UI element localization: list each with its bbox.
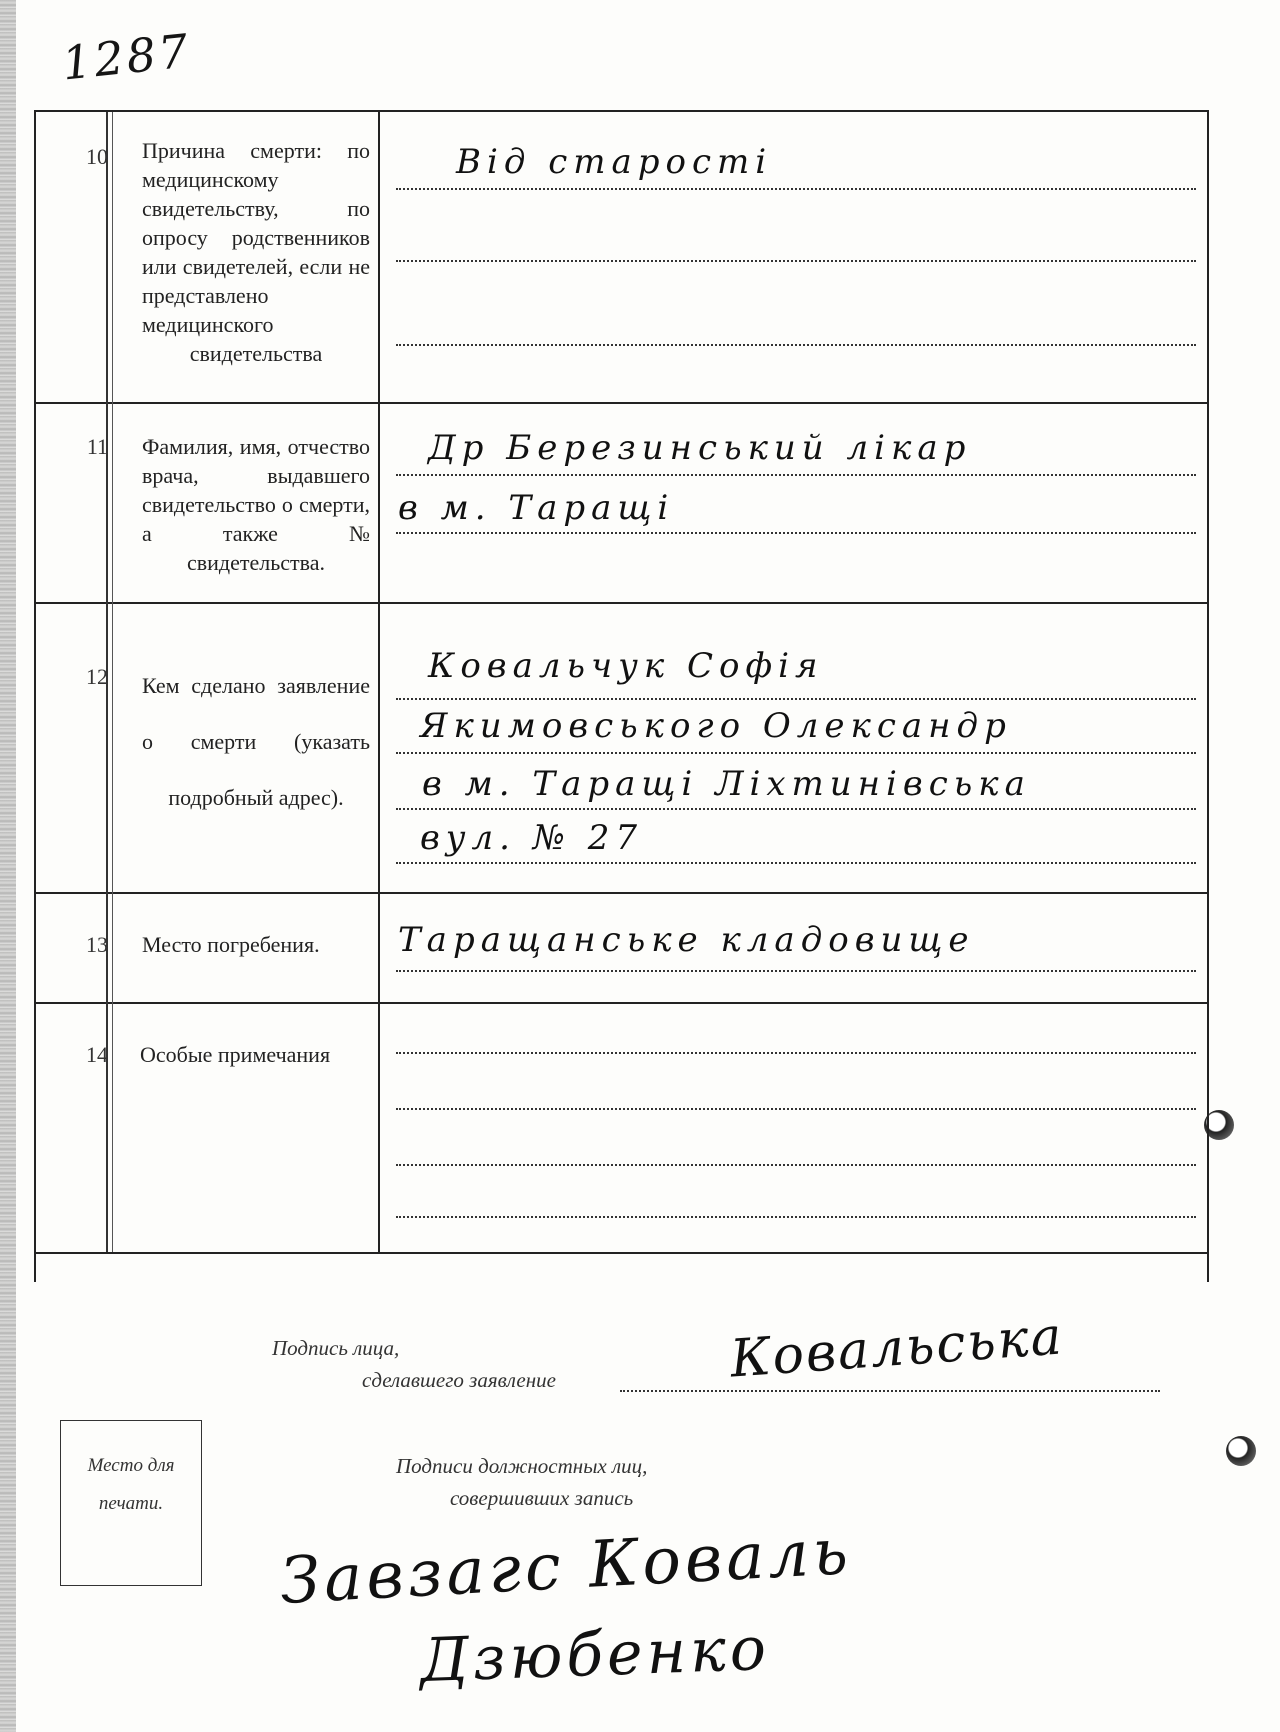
form-row-doctor [36, 402, 1207, 604]
column-divider [112, 1002, 113, 1252]
stamp-place-box [60, 1420, 202, 1586]
column-divider [378, 602, 380, 892]
applicant-signature-caption: сделавшего заявление [362, 1368, 556, 1392]
handwritten-entry: Др Березинський лікар [428, 428, 972, 468]
dotted-line [396, 862, 1196, 864]
form-row-applicant [36, 602, 1207, 894]
form-row-cause-of-death [36, 112, 1207, 404]
dotted-line [396, 1216, 1196, 1218]
form-row-special-notes [36, 1002, 1207, 1254]
handwritten-entry: Таращанське кладовище [398, 920, 975, 960]
column-divider [378, 112, 380, 402]
row-label: Фамилия, имя, отчество врача, выдавшего свидетельство о смерти, а также № свидетельства. [142, 434, 370, 575]
dotted-line [396, 1164, 1196, 1166]
dotted-line [396, 344, 1196, 346]
dotted-line [396, 474, 1196, 476]
column-divider [378, 892, 380, 1002]
stamp-place-label: Место для печати. [87, 1455, 175, 1514]
binding-edge [0, 0, 16, 1732]
death-record-form [34, 110, 1209, 1282]
column-divider [106, 402, 108, 602]
page-number: 1287 [59, 23, 194, 91]
dotted-line [396, 808, 1196, 810]
applicant-signature-caption: Подпись лица, [272, 1336, 400, 1360]
column-divider [112, 892, 113, 1002]
handwritten-entry: Від старості [456, 142, 773, 182]
row-label: Кем сделано заявление о смерти (указать подробный адрес). [142, 673, 370, 810]
row-label: Особые примечания [140, 1042, 331, 1067]
officials-signature-caption: Подписи должностных лиц, [396, 1454, 648, 1478]
handwritten-entry: вул. № 27 [420, 818, 644, 858]
column-divider [112, 112, 113, 402]
dotted-line [396, 1108, 1196, 1110]
dotted-line [396, 698, 1196, 700]
column-divider [112, 402, 113, 602]
applicant-signature: Ковальська [728, 1306, 1066, 1390]
official-signature: Завзагс Коваль [278, 1515, 854, 1619]
handwritten-entry: Якимовського Олександр [420, 706, 1012, 746]
column-divider [112, 602, 113, 892]
handwritten-entry: в м. Таращі [398, 488, 675, 528]
row-number: 12 [86, 664, 108, 689]
column-divider [378, 1002, 380, 1252]
row-number: 13 [86, 932, 108, 957]
handwritten-entry: в м. Таращі Ліхтинівська [422, 764, 1031, 804]
column-divider [106, 602, 108, 892]
row-number: 10 [86, 144, 108, 169]
row-number: 14 [86, 1042, 108, 1067]
row-label: Причина смерти: по медицинскому свидетельству, по опросу родственников или свидетелей, если не представлено медицинского свидетельства [142, 138, 370, 366]
column-divider [378, 402, 380, 602]
official-signature: Дзюбенко [418, 1613, 772, 1697]
applicant-signature-line [620, 1390, 1160, 1392]
column-divider [106, 1002, 108, 1252]
dotted-line [396, 1052, 1196, 1054]
dotted-line [396, 752, 1196, 754]
dotted-line [396, 188, 1196, 190]
officials-signature-caption: совершивших запись [450, 1486, 634, 1510]
row-label: Место погребения. [142, 932, 320, 957]
punch-hole-icon [1226, 1436, 1256, 1466]
dotted-line [396, 970, 1196, 972]
handwritten-entry: Ковальчук Софія [428, 646, 824, 686]
dotted-line [396, 532, 1196, 534]
form-row-burial-place [36, 892, 1207, 1004]
dotted-line [396, 260, 1196, 262]
row-number: 11 [86, 434, 108, 459]
